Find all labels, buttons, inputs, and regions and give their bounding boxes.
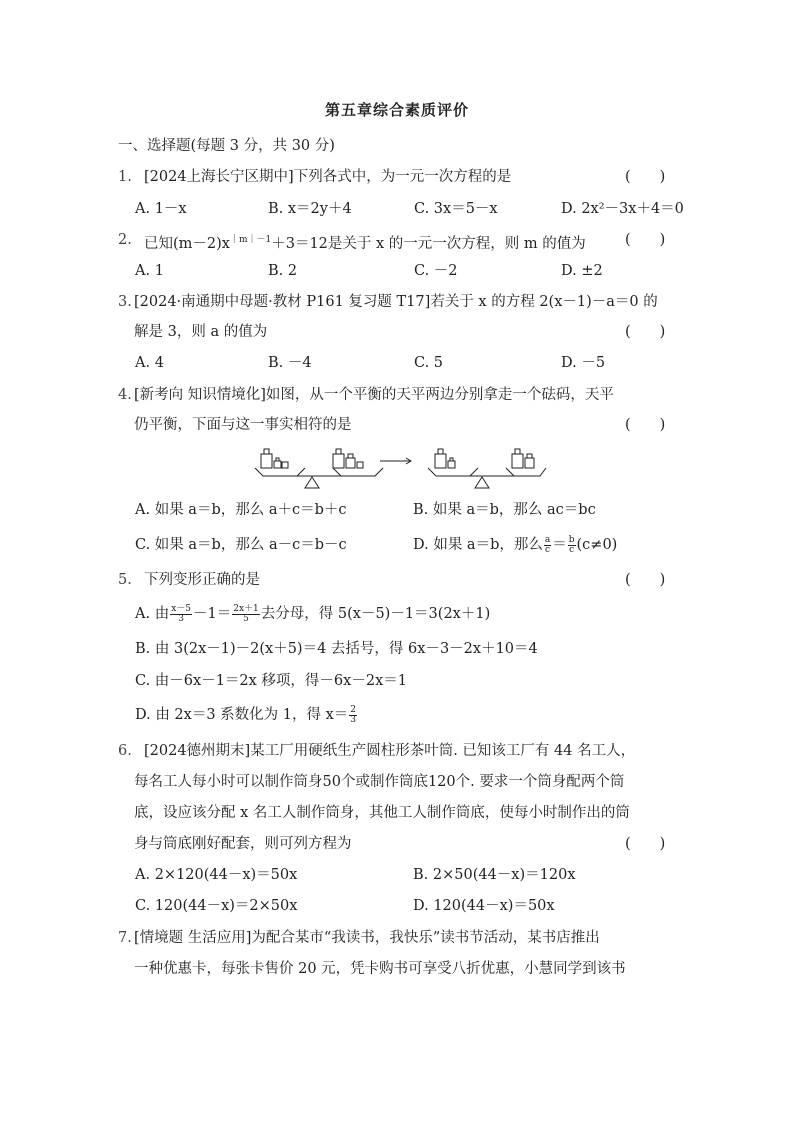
denominator: 3 bbox=[350, 714, 357, 725]
option-c[interactable]: C. 如果 a＝b，那么 a－c＝b－c bbox=[135, 537, 347, 553]
fraction bbox=[170, 605, 192, 624]
option-text: －1＝ bbox=[193, 606, 232, 622]
option-b[interactable]: B. 2×50(44－x)＝120x bbox=[413, 867, 576, 883]
option-d[interactable] bbox=[413, 535, 617, 555]
option-a[interactable]: A. 1 bbox=[135, 263, 164, 279]
denominator: c bbox=[545, 544, 551, 555]
stem-part: 已知(m－2)x bbox=[144, 235, 230, 252]
question-number: 5. bbox=[118, 572, 132, 588]
question-stem-line: 解是 3，则 a 的值为 bbox=[134, 324, 268, 340]
fraction bbox=[568, 536, 576, 555]
option-c[interactable]: C. －2 bbox=[414, 263, 458, 279]
denominator: 3 bbox=[178, 613, 184, 624]
fraction bbox=[544, 536, 551, 555]
question-stem-line: [新考向 知识情境化]如图，从一个平衡的天平两边分别拿走一个砝码，天平 bbox=[134, 387, 614, 403]
option-b[interactable]: B. x＝2y＋4 bbox=[268, 201, 352, 217]
option-text: D. 由 2x＝3 系数化为 1，得 x＝ bbox=[135, 707, 349, 723]
question-number: 3. bbox=[118, 294, 132, 310]
question-stem-line: 每名工人每小时可以制作筒身50个或制作筒底120个. 要求一个筒身配两个筒 bbox=[134, 774, 625, 790]
question-number: 2. bbox=[118, 232, 132, 248]
balance-scale-figure bbox=[250, 440, 550, 492]
answer-blank[interactable]: ( ) bbox=[625, 169, 666, 185]
numerator: a bbox=[544, 534, 551, 545]
stem-part: ＋3＝12是关于 x 的一元一次方程，则 m 的值为 bbox=[271, 235, 586, 252]
option-c[interactable]: C. 3x＝5－x bbox=[414, 201, 498, 217]
option-c[interactable]: C. 由－6x－1＝2x 移项，得－6x－2x＝1 bbox=[135, 673, 407, 689]
option-text: (c≠0) bbox=[576, 537, 618, 553]
option-text: D. 如果 a＝b，那么 bbox=[413, 537, 543, 553]
question-stem-line: 身与筒底刚好配套，则可列方程为 bbox=[134, 836, 352, 852]
balance-right-icon bbox=[428, 449, 546, 488]
question-number: 6. bbox=[118, 743, 132, 759]
option-d[interactable]: D. 120(44－x)＝50x bbox=[413, 898, 555, 914]
denominator: 5 bbox=[243, 613, 249, 624]
answer-blank[interactable]: ( ) bbox=[625, 572, 666, 588]
question-stem-line: [情境题 生活应用]为配合某市“我读书，我快乐”读书节活动，某书店推出 bbox=[134, 930, 600, 946]
exponent: ｜m｜－1 bbox=[229, 235, 272, 245]
page-title: 第五章综合素质评价 bbox=[324, 101, 469, 119]
option-text: A. 由 bbox=[135, 606, 170, 622]
section-heading: 一、选择题(每题 3 分，共 30 分) bbox=[118, 138, 335, 154]
option-a[interactable]: A. 2×120(44－x)＝50x bbox=[135, 867, 298, 883]
question-number: 7. bbox=[118, 930, 132, 946]
fraction bbox=[349, 706, 357, 725]
question-number: 4. bbox=[118, 387, 132, 403]
question-stem-line: 仍平衡，下面与这一事实相符的是 bbox=[134, 417, 352, 433]
option-b[interactable]: B. 由 3(2x－1)－2(x＋5)＝4 去括号，得 6x－3－2x＋10＝4 bbox=[135, 641, 538, 657]
option-a[interactable]: A. 4 bbox=[135, 355, 164, 371]
answer-blank[interactable]: ( ) bbox=[625, 324, 666, 340]
numerator: 2x＋1 bbox=[233, 603, 259, 614]
option-b[interactable]: B. 2 bbox=[268, 263, 298, 279]
question-stem: [2024上海长宁区期中]下列各式中，为一元一次方程的是 bbox=[144, 169, 512, 185]
option-a[interactable] bbox=[135, 604, 490, 624]
option-d[interactable]: D. 2x²－3x＋4＝0 bbox=[561, 201, 684, 217]
answer-blank[interactable]: ( ) bbox=[625, 417, 666, 433]
option-c[interactable]: C. 120(44－x)＝2×50x bbox=[135, 898, 298, 914]
balance-left-icon bbox=[255, 449, 383, 488]
option-b[interactable]: B. 如果 a＝b，那么 ac＝bc bbox=[413, 502, 596, 518]
question-stem bbox=[144, 230, 586, 254]
equals-sign: ＝ bbox=[552, 537, 567, 553]
question-stem-line: 一种优惠卡，每张卡售价 20 元，凭卡购书可享受八折优惠，小慧同学到该书 bbox=[134, 961, 626, 977]
question-number: 1. bbox=[118, 169, 132, 185]
option-text: 去分母，得 5(x－5)－1＝3(2x＋1) bbox=[260, 606, 491, 622]
arrow-right-icon bbox=[380, 458, 411, 464]
option-d[interactable]: D. ±2 bbox=[561, 263, 603, 279]
answer-blank[interactable]: ( ) bbox=[625, 232, 666, 248]
question-stem-line: [2024德州期末]某工厂用硬纸生产圆柱形茶叶筒. 已知该工厂有 44 名工人， bbox=[144, 743, 636, 759]
question-stem-line: [2024·南通期中母题·教材 P161 复习题 T17]若关于 x 的方程 2(x－1)－a＝0 的 bbox=[134, 294, 658, 310]
denominator: c bbox=[569, 544, 575, 555]
numerator: 2 bbox=[350, 704, 357, 715]
question-stem: 下列变形正确的是 bbox=[144, 572, 260, 588]
option-a[interactable]: A. 1－x bbox=[135, 201, 187, 217]
numerator: x－5 bbox=[171, 603, 192, 614]
answer-blank[interactable]: ( ) bbox=[625, 836, 666, 852]
option-b[interactable]: B. －4 bbox=[268, 355, 312, 371]
option-d[interactable]: D. －5 bbox=[561, 355, 606, 371]
option-d[interactable] bbox=[135, 705, 358, 725]
question-stem-line: 底，设应该分配 x 名工人制作筒身，其他工人制作筒底，使每小时制作出的筒 bbox=[134, 805, 630, 821]
numerator: b bbox=[568, 534, 575, 545]
option-a[interactable]: A. 如果 a＝b，那么 a＋c＝b＋c bbox=[135, 502, 347, 518]
fraction bbox=[232, 605, 260, 624]
option-c[interactable]: C. 5 bbox=[414, 355, 444, 371]
